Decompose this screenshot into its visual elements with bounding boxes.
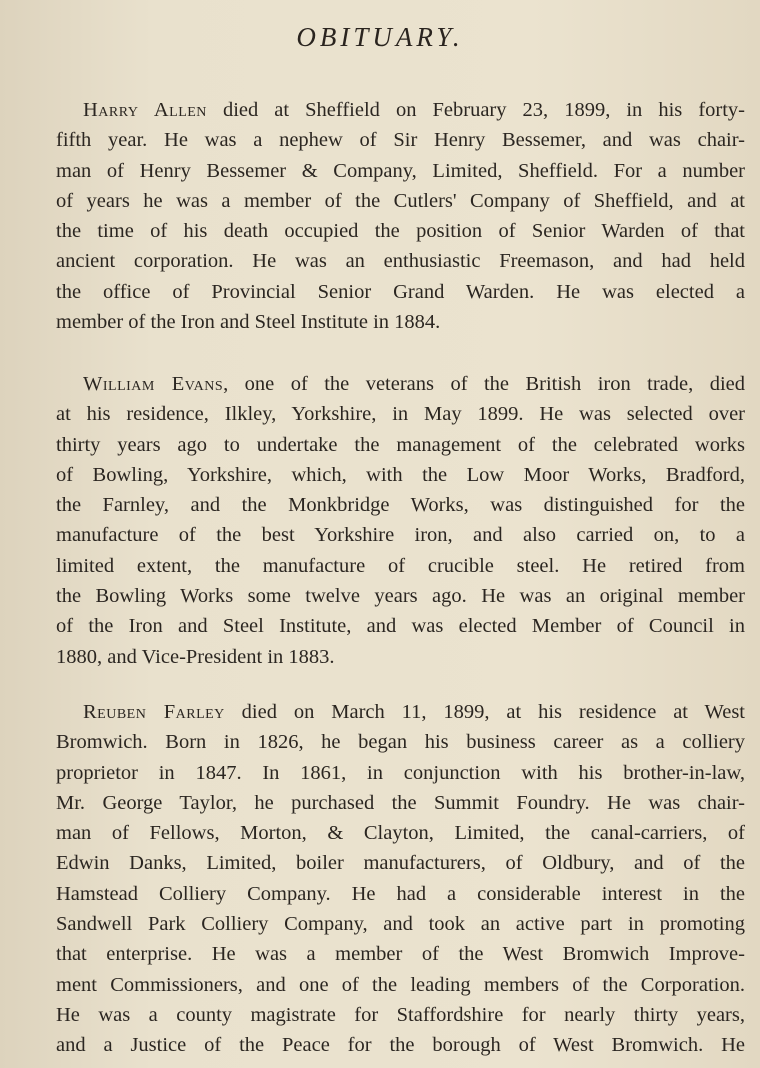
text-line [56, 939, 745, 969]
line-text: proprietor in 1847. In 1861, in conjunction with his brother-in-law, [56, 761, 745, 784]
text-line [56, 788, 745, 818]
line-text: manufacture of the best Yorkshire iron, and also carried on, to a [56, 524, 745, 547]
deceased-name: Reuben Farley [83, 701, 225, 723]
text-line [56, 277, 745, 307]
line-text: thirty years ago to undertake the management of the celebrated works [56, 433, 745, 456]
text-line [56, 430, 745, 460]
line-text: Bromwich. Born in 1826, he began his business career as a colliery [56, 731, 745, 754]
line-text: limited extent, the manufacture of crucible steel. He retired from [56, 554, 745, 577]
text-line [56, 186, 745, 216]
text-line [56, 307, 745, 337]
line-text: Mr. George Taylor, he purchased the Summit Foundry. He was chair- [56, 791, 745, 814]
line-text: died at Sheffield on February 23, 1899, in his forty- [206, 99, 745, 121]
text-line [56, 818, 745, 848]
line-text: the Bowling Works some twelve years ago. He was an original member [56, 585, 745, 608]
line-text: Hamstead Colliery Company. He had a considerable interest in the [56, 882, 745, 905]
obituary-paragraph-william-evans [56, 369, 745, 672]
text-line [56, 369, 745, 399]
line-text: fifth year. He was a nephew of Sir Henry Bessemer, and was chair- [56, 129, 745, 152]
line-text: member of the Iron and Steel Institute in 1884. [56, 311, 441, 334]
text-line [56, 246, 745, 276]
line-text: ancient corporation. He was an enthusiastic Freemason, and had held [56, 250, 745, 273]
line-text: Edwin Danks, Limited, boiler manufacturers, of Oldbury, and of the [56, 852, 745, 875]
text-line [56, 125, 745, 155]
text-line [56, 1030, 745, 1060]
deceased-name: Harry Allen [83, 99, 207, 121]
line-text: of years he was a member of the Cutlers' Company of Sheffield, and at [56, 189, 745, 212]
line-text: Sandwell Park Colliery Company, and took an active part in promoting [56, 913, 745, 936]
text-line [56, 848, 745, 878]
line-text: the office of Provincial Senior Grand Warden. He was elected a [56, 280, 745, 303]
text-line [56, 970, 745, 1000]
line-text: of Bowling, Yorkshire, which, with the Low Moor Works, Bradford, [56, 463, 745, 486]
line-text: , one of the veterans of the British iron trade, died [223, 373, 745, 395]
text-line [56, 727, 745, 757]
page-title: OBITUARY. [296, 22, 464, 52]
text-line [56, 1000, 745, 1030]
line-text: the time of his death occupied the position of Senior Warden of that [56, 220, 745, 243]
text-line [56, 520, 745, 550]
text-line [56, 156, 745, 186]
line-text: that enterprise. He was a member of the West Bromwich Improve- [56, 943, 745, 966]
text-line [56, 216, 745, 246]
line-text: of the Iron and Steel Institute, and was elected Member of Council in [56, 615, 745, 638]
text-line [56, 642, 745, 672]
line-text: man of Fellows, Morton, & Clayton, Limited, the canal-carriers, of [56, 822, 745, 845]
line-text: He was a county magistrate for Staffordshire for nearly thirty years, [56, 1003, 745, 1026]
text-line [56, 460, 745, 490]
obituary-paragraph-harry-allen [56, 95, 745, 337]
line-text: died on March 11, 1899, at his residence at West [224, 701, 745, 723]
line-text: the Farnley, and the Monkbridge Works, was distinguished for the [56, 494, 745, 517]
deceased-name: William Evans [83, 373, 224, 395]
text-line [56, 95, 745, 125]
line-text: and a Justice of the Peace for the borough of West Bromwich. He [56, 1034, 745, 1057]
text-line [56, 551, 745, 581]
line-text: 1880, and Vice-President in 1883. [56, 645, 335, 668]
line-text: at his residence, Ilkley, Yorkshire, in May 1899. He was selected over [56, 403, 745, 426]
text-line [56, 909, 745, 939]
text-line [56, 399, 745, 429]
text-line [56, 697, 745, 727]
text-line [56, 611, 745, 641]
text-line [56, 758, 745, 788]
text-line [56, 581, 745, 611]
line-text: man of Henry Bessemer & Company, Limited, Sheffield. For a number [56, 159, 745, 182]
line-text: ment Commissioners, and one of the leading members of the Corporation. [56, 973, 745, 996]
text-line [56, 490, 745, 520]
obituary-paragraph-reuben-farley [56, 697, 745, 1061]
text-line [56, 879, 745, 909]
